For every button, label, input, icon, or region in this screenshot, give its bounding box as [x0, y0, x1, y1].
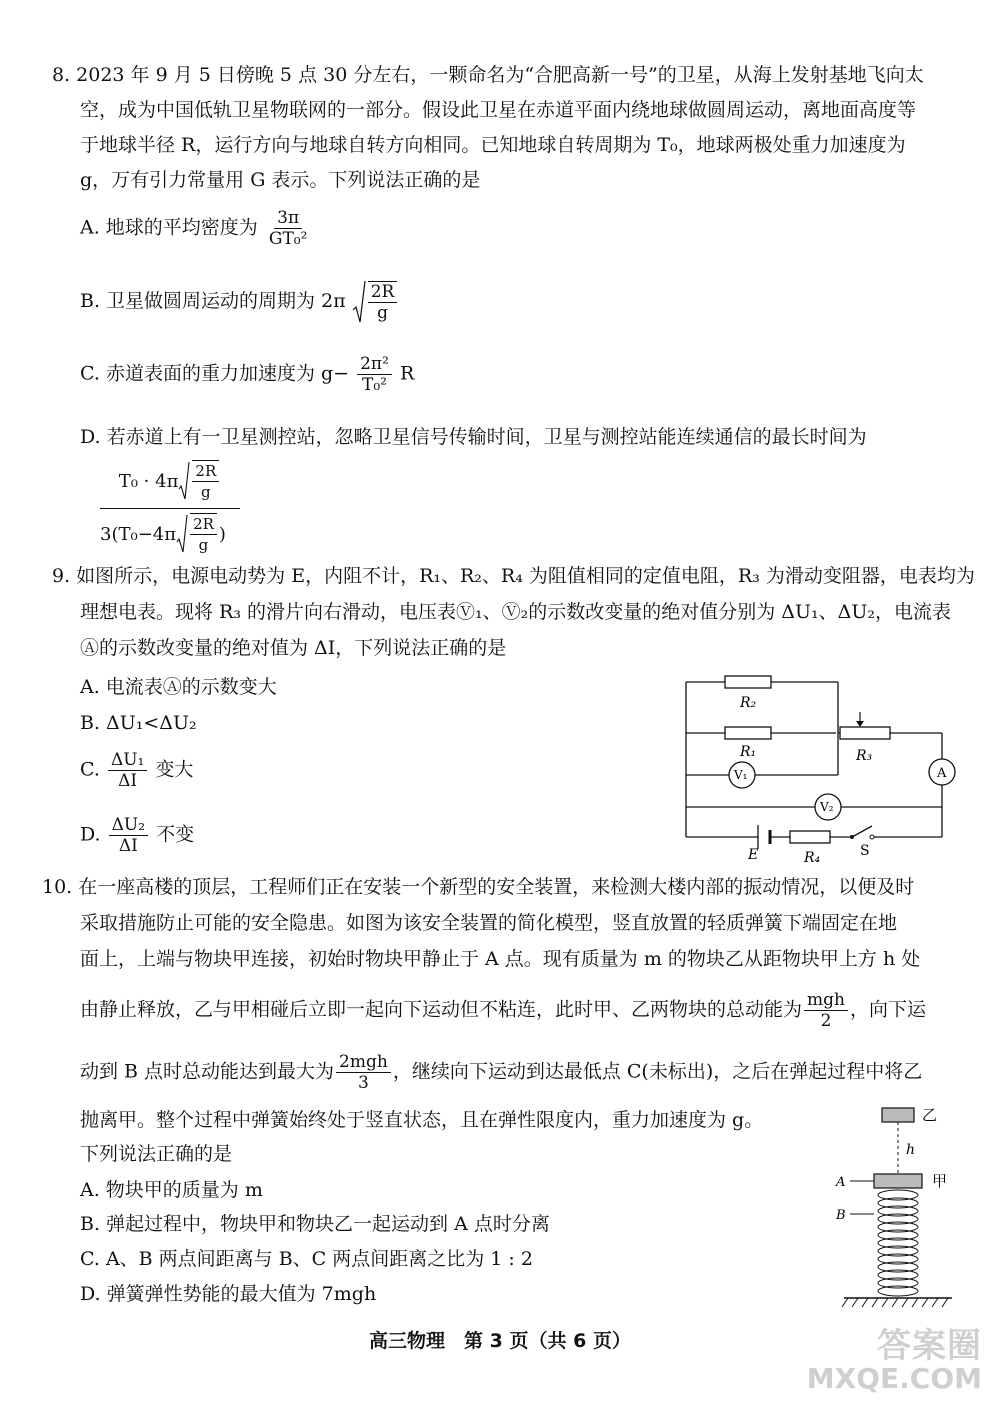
- spring-figure: [830, 1100, 970, 1315]
- q8-option-d: D. 若赤道上有一卫星测控站，忽略卫星信号传输时间，卫星与测控站能连续通信的最长时间为: [80, 426, 867, 448]
- q10-stem-line-5: [80, 1052, 922, 1093]
- q10-stem-line-3: 面上，上端与物块甲连接，初始时物块甲静止于 A 点。现有质量为 m 的物块乙从距物块甲上方 h 处: [80, 948, 921, 970]
- fraction-denominator: GT₀²: [268, 229, 308, 249]
- label-a: A: [937, 766, 947, 781]
- q10-stem-line-7: 下列说法正确的是: [80, 1143, 233, 1165]
- fraction-denominator: g: [201, 483, 211, 501]
- fraction-numerator: 2π²: [357, 354, 392, 375]
- fraction-numerator: mgh: [804, 990, 848, 1011]
- q10-line5-fraction: [336, 1052, 391, 1093]
- q9-option-d-fraction: [109, 815, 148, 856]
- fraction-numerator: 2mgh: [336, 1052, 391, 1073]
- q10-stem-line-6: 抛离甲。整个过程中弹簧始终处于竖直状态，且在弹性限度内，重力加速度为 g。: [80, 1109, 764, 1131]
- q8-option-d-expression: [100, 460, 280, 555]
- fraction-denominator: g: [377, 303, 388, 323]
- q10-option-a: A. 物块甲的质量为 m: [80, 1179, 263, 1201]
- q9-option-d: [80, 815, 194, 856]
- expr-numerator: [100, 460, 240, 509]
- label-r4: R₄: [804, 850, 821, 866]
- label-s: S: [860, 843, 870, 859]
- q10-line5-text: 动到 B 点时总动能达到最大为: [80, 1060, 335, 1083]
- q10-line4-fraction: [804, 990, 848, 1031]
- label-r2: R₂: [740, 695, 757, 711]
- fraction-numerator: 3π: [274, 208, 302, 229]
- q9-stem-line-3: Ⓐ的示数改变量的绝对值为 ΔI，下列说法正确的是: [80, 637, 507, 659]
- fraction-denominator: T₀²: [362, 375, 387, 395]
- q9-option-c-tail: 变大: [155, 758, 194, 781]
- q10-line4-tail: ，向下运: [849, 998, 926, 1021]
- fraction-numerator: 2R: [368, 282, 398, 303]
- q8-option-a-fraction: [266, 208, 311, 249]
- q8-option-c-tail: R: [399, 362, 415, 385]
- label-v2: V₂: [820, 800, 834, 814]
- q9-option-c: [80, 750, 193, 791]
- q9-option-d-label: D.: [80, 823, 101, 846]
- q10-stem-line-4: [80, 990, 926, 1031]
- label-r3: R₃: [856, 748, 873, 764]
- circuit-diagram: [680, 672, 965, 867]
- watermark-logo: 答案圈: [877, 1326, 982, 1366]
- expr-denominator: [100, 509, 280, 555]
- ground-icon: [842, 1298, 952, 1307]
- label-a: A: [836, 1175, 846, 1190]
- block-yi: [882, 1108, 914, 1122]
- fraction-denominator: 2: [820, 1011, 832, 1031]
- sqrt-expression: [352, 280, 400, 324]
- switch-s: [850, 826, 874, 839]
- q8-option-b: [80, 280, 399, 324]
- watermark-url: MXQE.COM: [806, 1362, 982, 1395]
- sqrt-fraction: [368, 281, 398, 323]
- page-footer: 高三物理 第 3 页（共 6 页）: [369, 1330, 631, 1352]
- fraction-denominator: g: [198, 536, 209, 554]
- expr-numerator-text: T₀ · 4π: [118, 470, 179, 492]
- q10-stem-line-1: 10. 在一座高楼的顶层，工程师们正在安装一个新型的安全装置，来检测大楼内部的振动情况，以便及时: [42, 876, 915, 898]
- radical-sign-icon: [178, 461, 190, 501]
- fraction-numerator: ΔU₂: [109, 815, 148, 836]
- fraction-numerator: 2R: [190, 514, 217, 535]
- expr-denominator-text: 3(T₀−4π: [100, 523, 177, 545]
- sqrt-fraction: [190, 513, 217, 555]
- q10-option-c: C. A、B 两点间距离与 B、C 两点间距离之比为 1 : 2: [80, 1248, 533, 1270]
- q8-stem-line-4: g，万有引力常量用 G 表示。下列说法正确的是: [80, 169, 481, 191]
- q9-stem-line-1: 9. 如图所示，电源电动势为 E，内阻不计，R₁、R₂、R₄ 为阻值相同的定值电阻，R₃ 为滑动变阻器，电表均为: [52, 565, 975, 587]
- q8-option-a-label: A. 地球的平均密度为: [80, 216, 258, 239]
- rheostat-slider-icon: [856, 712, 864, 727]
- expr-close-paren: ): [218, 523, 226, 545]
- battery-e: [758, 825, 770, 849]
- q9-option-a: A. 电流表Ⓐ的示数变大: [80, 676, 277, 698]
- q10-line4-text: 由静止释放，乙与甲相碰后立即一起向下运动但不粘连，此时甲、乙两物块的总动能为: [80, 998, 803, 1021]
- radical-sign-icon: [176, 514, 188, 554]
- q9-option-c-fraction: [108, 750, 147, 791]
- q8-stem-line-1: 8. 2023 年 9 月 5 日傍晚 5 点 30 分左右，一颗命名为“合肥高新一号”的卫星，从海上发射基地飞向太: [52, 64, 924, 86]
- q8-option-c-label: C. 赤道表面的重力加速度为 g−: [80, 362, 350, 385]
- fraction-numerator: ΔU₁: [108, 750, 147, 771]
- q10-option-b: B. 弹起过程中，物块甲和物块乙一起运动到 A 点时分离: [80, 1213, 550, 1235]
- q8-stem-line-3: 于地球半径 R，运行方向与地球自转方向相同。已知地球自转周期为 T₀，地球两极处重力加速度为: [80, 134, 906, 156]
- q8-option-c: [80, 354, 414, 395]
- fraction-denominator: ΔI: [118, 836, 138, 856]
- label-v1: V₁: [734, 768, 748, 782]
- label-jia: 甲: [932, 1172, 948, 1190]
- fraction-denominator: ΔI: [118, 771, 138, 791]
- q8-option-a: [80, 208, 312, 249]
- block-jia: [874, 1174, 922, 1188]
- fraction-denominator: 3: [358, 1073, 369, 1093]
- rheostat-r3: [840, 727, 890, 739]
- q9-option-c-label: C.: [80, 758, 100, 781]
- q10-option-d: D. 弹簧弹性势能的最大值为 7mgh: [80, 1283, 377, 1305]
- fraction-numerator: 2R: [192, 461, 219, 482]
- q10-line5-tail: ，继续向下运动到达最低点 C(未标出)，之后在弹起过程中将乙: [392, 1060, 923, 1083]
- label-yi: 乙: [922, 1106, 938, 1124]
- resistor-r2: [725, 676, 771, 688]
- q10-stem-line-2: 采取措施防止可能的安全隐患。如图为该安全装置的简化模型，竖直放置的轻质弹簧下端固定在地: [80, 912, 898, 934]
- label-b: B: [836, 1208, 846, 1223]
- sqrt-fraction: [192, 460, 219, 502]
- label-e: E: [748, 847, 759, 863]
- resistor-r1: [725, 727, 771, 739]
- q9-option-d-tail: 不变: [156, 823, 195, 846]
- spring-coil-icon: [878, 1190, 918, 1296]
- resistor-r4: [790, 831, 830, 843]
- q8-stem-line-2: 空，成为中国低轨卫星物联网的一部分。假设此卫星在赤道平面内绕地球做圆周运动，离地面高度等: [80, 99, 917, 121]
- q9-stem-line-2: 理想电表。现将 R₃ 的滑片向右滑动，电压表Ⓥ₁、Ⓥ₂的示数改变量的绝对值分别为 ΔU₁、ΔU₂，电流表: [80, 601, 951, 623]
- q8-option-b-label: B. 卫星做圆周运动的周期为 2π: [80, 290, 346, 312]
- label-r1: R₁: [740, 744, 757, 760]
- q8-option-c-fraction: [357, 354, 392, 395]
- radical-sign-icon: [352, 280, 366, 324]
- label-h: h: [906, 1142, 916, 1158]
- q9-option-b: B. ΔU₁<ΔU₂: [80, 712, 197, 734]
